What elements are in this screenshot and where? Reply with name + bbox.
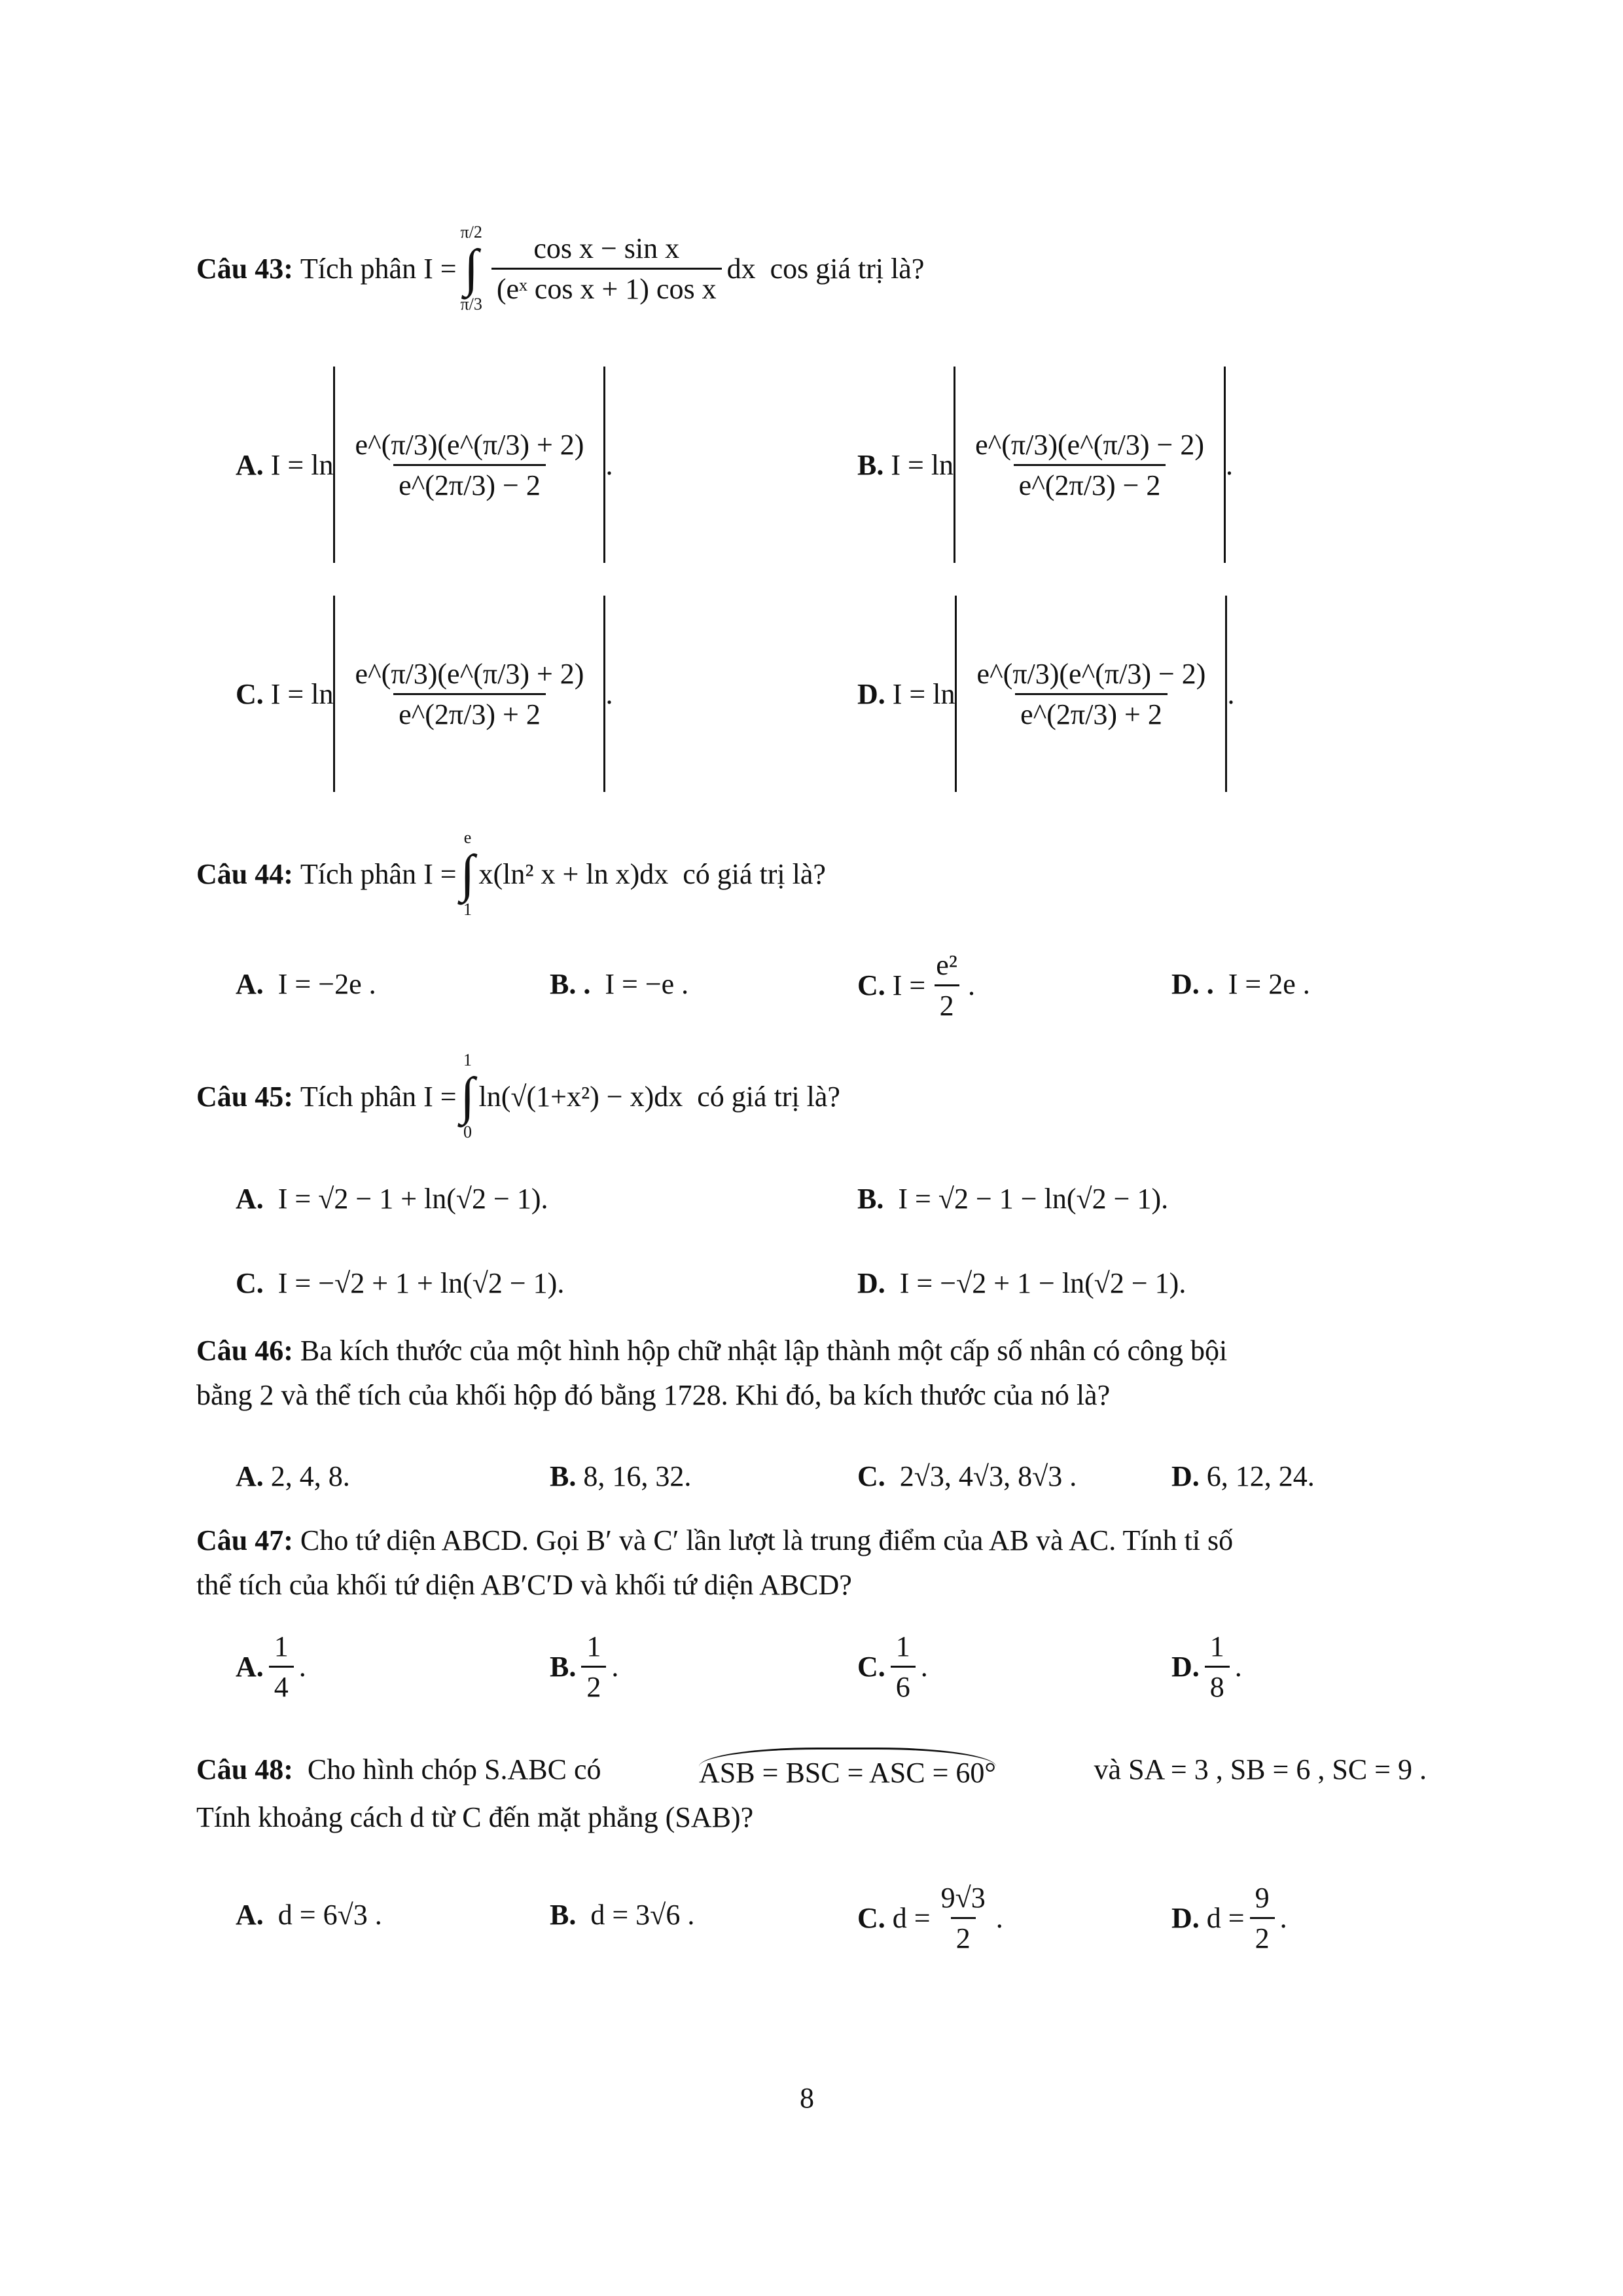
fraction-denominator: 2 [935, 984, 959, 1022]
option-label: D. . [1171, 968, 1214, 1000]
option-b[interactable] [857, 1182, 1168, 1215]
option-label: C. [857, 1651, 885, 1683]
integral-sign: π/2 ∫ π/3 [460, 223, 482, 314]
option-a[interactable] [236, 1460, 350, 1493]
upper-limit: 1 [463, 1050, 472, 1069]
question-text: Tích phân [300, 857, 417, 890]
option-label: B. [550, 1460, 577, 1492]
fraction-numerator: e^(π/3)(e^(π/3) + 2) [355, 428, 584, 461]
option-d[interactable] [857, 1266, 1186, 1300]
option-value: 2√3, 4√3, 8√3 . [899, 1460, 1077, 1492]
option-prefix: I = ln [891, 448, 954, 481]
question-text: Tích phân [300, 1080, 417, 1113]
option-label: C. [857, 1901, 885, 1934]
option-label: A. [236, 1183, 264, 1215]
option-c[interactable] [857, 942, 975, 1028]
question-line-1: Cho tứ diện ABCD. Gọi B′ và C′ lần lượt là trung điểm của AB và AC. Tính tỉ số [300, 1524, 1234, 1556]
integrand: ln(√(1+x²) − x)dx [478, 1080, 683, 1113]
option-c[interactable] [236, 1266, 564, 1300]
question-label: Câu 43: [196, 252, 293, 285]
question-label: Câu 46: [196, 1335, 293, 1367]
option-label: B. [550, 1899, 577, 1931]
option-label: B. [857, 1183, 884, 1215]
fraction-numerator: e² [936, 948, 957, 981]
option-b[interactable] [550, 1460, 691, 1493]
option-prefix: d = [892, 1901, 931, 1934]
option-label: C. [857, 1460, 885, 1492]
option-a[interactable] [236, 1182, 548, 1215]
option-suffix: . [1279, 1901, 1287, 1934]
angle-equalities: ASB = BSC = ASC = 60° [699, 1748, 996, 1795]
absolute-value [333, 596, 605, 792]
differential: dx [726, 252, 756, 285]
lower-limit: 0 [463, 1122, 472, 1141]
option-label: C. [857, 969, 885, 1001]
option-a[interactable]: A. $\frac{1}{4}$ . [236, 1630, 306, 1703]
option-value: d = 3√6 . [590, 1899, 695, 1931]
integral-lhs: I = [423, 857, 457, 890]
question-48 [196, 1748, 1427, 1840]
option-d[interactable]: D. $\frac{1}{8}$ . [1171, 1630, 1242, 1703]
option-suffix: . [995, 1901, 1003, 1934]
option-d[interactable] [1171, 967, 1310, 1001]
option-prefix: I = ln [270, 448, 334, 481]
option-a[interactable] [236, 967, 376, 1001]
integrand: x(ln² x + ln x)dx [478, 857, 669, 890]
option-prefix: I = ln [892, 677, 955, 710]
option-b[interactable] [550, 1898, 694, 1931]
integral-lhs: I = [423, 252, 457, 285]
option-b[interactable] [550, 967, 688, 1001]
option-value: I = −√2 + 1 − ln(√2 − 1). [899, 1267, 1186, 1299]
option-label: D. [857, 677, 885, 710]
option-d[interactable] [1171, 1460, 1315, 1493]
question-line-1: Ba kích thước của một hình hộp chữ nhật lập thành một cấp số nhân có công bội [300, 1335, 1228, 1367]
option-value: 2, 4, 8. [270, 1460, 350, 1492]
question-label: Câu 47: [196, 1524, 293, 1556]
option-value: I = 2e . [1228, 968, 1310, 1000]
question-line-1b: và SA = 3 , SB = 6 , SC = 9 . [1094, 1753, 1427, 1785]
option-c[interactable]: C. I = ln $\frac{e\^{}(\pi/3)(e\^{}(\pi/3) + 2)}{e\^{}(2\pi/3) + 2}$ . [236, 596, 613, 792]
question-47 [196, 1518, 1427, 1607]
option-d[interactable] [1171, 1872, 1287, 1964]
fraction-numerator: 9 [1255, 1881, 1270, 1914]
fraction-denominator: e^(2π/3) − 2 [393, 464, 546, 502]
option-label: A. [236, 1460, 264, 1492]
fraction-numerator: e^(π/3)(e^(π/3) + 2) [355, 657, 584, 690]
option-value: I = −e . [605, 968, 689, 1000]
option-value: I = −√2 + 1 + ln(√2 − 1). [277, 1267, 565, 1299]
question-line-2: thể tích của khối tứ diện AB′C′D và khối tứ diện ABCD? [196, 1569, 852, 1601]
fraction-numerator: cos x − sin x [533, 232, 680, 264]
option-value: 8, 16, 32. [583, 1460, 692, 1492]
option-label: D. [1171, 1901, 1200, 1934]
lower-limit: π/3 [460, 295, 482, 314]
option-value: I = √2 − 1 + ln(√2 − 1). [277, 1183, 548, 1215]
fraction-numerator: 1 [274, 1630, 289, 1662]
fraction-denominator: 8 [1205, 1666, 1230, 1704]
option-value: I = √2 − 1 − ln(√2 − 1). [898, 1183, 1169, 1215]
option-a[interactable] [236, 1898, 382, 1931]
fraction-numerator: e^(π/3)(e^(π/3) − 2) [975, 428, 1205, 461]
option-label: C. [236, 1267, 264, 1299]
fraction-denominator: e^(2π/3) − 2 [1014, 464, 1166, 502]
option-label: C. [236, 677, 264, 710]
integrand-fraction [491, 232, 722, 306]
question-43 [196, 196, 924, 340]
fraction-numerator: e^(π/3)(e^(π/3) − 2) [976, 657, 1206, 690]
upper-limit: π/2 [460, 223, 482, 242]
question-tail: cos giá trị là? [770, 252, 925, 285]
option-d[interactable]: D. I = ln $\frac{e\^{}(\pi/3)(e\^{}(\pi/3) - 2)}{e\^{}(2\pi/3) + 2}$ . [857, 596, 1234, 792]
question-tail: có giá trị là? [697, 1080, 840, 1113]
question-line-1a: Cho hình chóp S.ABC có [307, 1753, 601, 1785]
option-label: D. [1171, 1460, 1200, 1492]
question-text: Tích phân [300, 252, 417, 285]
question-46 [196, 1329, 1427, 1418]
fraction-numerator: 1 [895, 1630, 910, 1662]
integral-sign: 1 ∫ 0 [460, 1050, 475, 1141]
fraction-denominator: e^(2π/3) + 2 [1015, 693, 1168, 731]
question-tail: có giá trị là? [683, 857, 826, 890]
option-label: B. [550, 1651, 577, 1683]
question-44 [196, 825, 826, 923]
option-prefix: I = [892, 969, 926, 1001]
fraction-denominator: 6 [891, 1666, 916, 1704]
upper-limit: e [463, 828, 472, 847]
question-label: Câu 45: [196, 1080, 293, 1113]
question-45 [196, 1047, 840, 1145]
fraction-denominator: 2 [1250, 1917, 1275, 1955]
option-label: A. [236, 448, 264, 481]
fraction-numerator: 9√3 [940, 1881, 986, 1914]
option-b[interactable]: B. $\frac{1}{2}$ . [550, 1630, 619, 1703]
fraction-denominator: 2 [951, 1917, 976, 1955]
option-label: A. [236, 1651, 264, 1683]
fraction-denominator: 4 [269, 1666, 294, 1704]
option-value: d = 6√3 . [277, 1899, 382, 1931]
fraction-denominator: 2 [581, 1666, 606, 1704]
option-prefix: d = [1206, 1901, 1245, 1934]
option-c[interactable]: C. $\frac{1}{6}$ . [857, 1630, 928, 1703]
option-label: B. . [550, 968, 591, 1000]
absolute-value [333, 367, 605, 563]
option-label: A. [236, 1899, 264, 1931]
absolute-value [954, 367, 1226, 563]
option-label: D. [1171, 1651, 1200, 1683]
integral-lhs: I = [423, 1080, 457, 1113]
question-label: Câu 48: [196, 1753, 293, 1785]
option-b[interactable]: B. I = ln $\frac{e\^{}(\pi/3)(e\^{}(\pi/3) - 2)}{e\^{}(2\pi/3) - 2}$ . [857, 367, 1233, 563]
option-c[interactable] [857, 1872, 1003, 1964]
page-number: 8 [800, 2082, 814, 2114]
fraction-numerator: 1 [586, 1630, 601, 1662]
absolute-value [955, 596, 1227, 792]
option-value: 6, 12, 24. [1206, 1460, 1315, 1492]
option-suffix: . [967, 969, 975, 1001]
fraction-numerator: 1 [1209, 1630, 1224, 1662]
option-value: I = −2e . [277, 968, 376, 1000]
option-prefix: I = ln [270, 677, 334, 710]
option-a[interactable]: A. I = ln $\frac{e\^{}(\pi/3)(e\^{}(\pi/3) + 2)}{e\^{}(2\pi/3) - 2}$ . [236, 367, 613, 563]
question-label: Câu 44: [196, 857, 293, 890]
option-label: D. [857, 1267, 885, 1299]
question-line-2: bằng 2 và thể tích của khối hộp đó bằng 1728. Khi đó, ba kích thước của nó là? [196, 1379, 1111, 1411]
option-c[interactable] [857, 1460, 1077, 1493]
option-label: A. [236, 968, 264, 1000]
question-line-2: Tính khoảng cách d từ C đến mặt phẳng (SAB)? [196, 1801, 754, 1833]
lower-limit: 1 [463, 900, 472, 919]
fraction-denominator: (eˣ cos x + 1) cos x [491, 268, 722, 306]
fraction-denominator: e^(2π/3) + 2 [393, 693, 546, 731]
option-label: B. [857, 448, 884, 481]
integral-sign: e ∫ 1 [460, 828, 475, 919]
